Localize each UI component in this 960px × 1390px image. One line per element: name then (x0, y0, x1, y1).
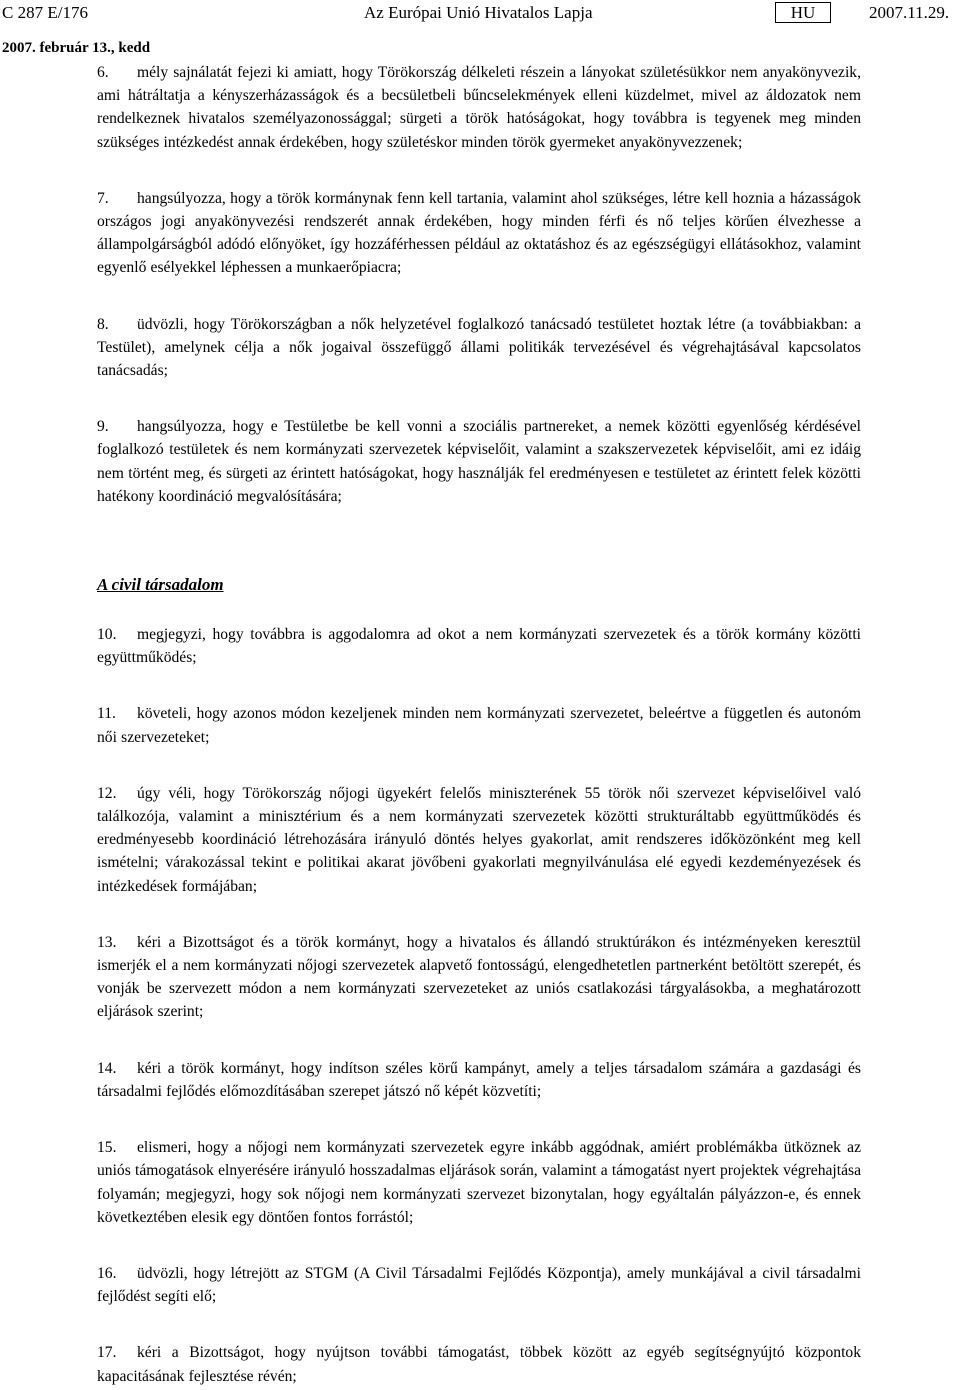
paragraph-11 (97, 702, 861, 748)
paragraph-number: 16. (97, 1264, 117, 1282)
paragraph-number: 15. (97, 1139, 117, 1157)
paragraph-text: kéri a török kormányt, hogy indítson széles körű kampányt, amely a teljes társadalom számára a gazdasági és társadalmi fejlődés előmozdításában szerepet játszó nő képét közvetíti; (97, 1059, 861, 1100)
page-header (0, 0, 960, 24)
paragraph-text: megjegyzi, hogy továbbra is aggodalomra ad okot a nem kormányzati szervezetek és a török kormány közötti együttműködés; (97, 626, 861, 667)
paragraph-number: 10. (97, 626, 117, 644)
paragraph-text: hangsúlyozza, hogy e Testületbe be kell vonni a szociális partnereket, a nemek közötti egyenlőség kérdésével foglalkozó testületek és nem kormányzati szervezetek képviselőit, valamint a szakszervezetek képviselőit, ami ez idáig nem történt meg, és sürgeti az érintett hatóságokat, hogy használják fel eredményesen e testületet az érintett felek közötti hatékony koordináció megvalósítására; (97, 418, 861, 505)
paragraph-8 (97, 313, 861, 383)
paragraph-15 (97, 1136, 861, 1229)
paragraph-12 (97, 782, 861, 898)
page-reference: C 287 E/176 (2, 3, 88, 22)
paragraph-14 (97, 1057, 861, 1103)
paragraph-text: elismeri, hogy a nőjogi nem kormányzati szervezetek egyre inkább aggódnak, amiért problémákba ütköznek az uniós támogatások elnyerésére irányuló hosszadalmas eljárások során, valamint a támogatást nyert projektek végrehajtása folyamán; megjegyzi, hogy sok nőjogi nem kormányzati szervezet bizonytalan, hogy egyáltalán pályázzon-e, és ennek következtében elesik egy döntően fontos forrástól; (97, 1139, 861, 1226)
paragraph-number: 14. (97, 1059, 117, 1077)
paragraph-text: követeli, hogy azonos módon kezeljenek minden nem kormányzati szervezetet, beleértve a független és autonóm női szervezeteket; (97, 705, 861, 746)
paragraph-number: 13. (97, 933, 117, 951)
paragraph-16 (97, 1262, 861, 1308)
paragraph-text: üdvözli, hogy létrejött az STGM (A Civil Társadalmi Fejlődés Központja), amely munkájával a civil társadalmi fejlődést segíti elő; (97, 1264, 861, 1306)
section-heading: A civil társadalom (97, 575, 224, 595)
paragraph-7 (97, 187, 861, 280)
paragraph-text: kéri a Bizottságot, hogy nyújtson további támogatást, többek között az egyéb segítségnyújtó központok kapacitásának fejlesztése révén; (97, 1344, 861, 1385)
paragraph-number: 8. (97, 315, 109, 333)
paragraph-text: úgy véli, hogy Törökország nőjogi ügyekért felelős miniszterének 55 török női szervezet képviselőivel való találkozója, valamint a minisztérium és a nem kormányzati szervezetek közötti strukturáltabb együttműködés és eredményesebb koordináció létrehozására irányuló döntés helyes gyakorlat, amit rendszeres időközönként meg kell ismételni; várakozással tekint e politikai akarat jövőbeni gyakorlati megnyilvánulása elé egyedi kezdeményezések és intézkedések formájában; (97, 784, 861, 895)
document-body (97, 61, 861, 1388)
publication-date: 2007.11.29. (869, 3, 950, 22)
paragraph-number: 12. (97, 784, 117, 802)
paragraph-13 (97, 931, 861, 1024)
session-date: 2007. február 13., kedd (2, 40, 151, 56)
paragraph-text: kéri a Bizottságot és a török kormányt, hogy a hivatalos és állandó struktúrákon és intézményeken keresztül ismerjék el a nem kormányzati nőjogi szervezetek alapvető fontosságú, elengedhetetlen partnerként betöltött szerepét, és vonják be szervezett módon a nem kormányzati szervezeteket az uniós csatlakozási tárgyalásokba, a meghatározott eljárások szerint; (97, 933, 861, 1021)
paragraph-number: 17. (97, 1344, 117, 1362)
paragraph-number: 6. (97, 64, 109, 81)
paragraph-text: hangsúlyozza, hogy a török kormánynak fenn kell tartania, valamint ahol szükséges, létre kell hoznia a házasságok országos jogi anyakönyvezési rendszerét annak érdekében, hogy minden férfi és nő teljes körűen élvezhesse a állampolgárságból adódó előnyöket, így hozzáférhessen például az oktatáshoz és az egészségügyi ellátásokhoz, valamint egyenlő esélyekkel léphessen a munkaerőpiacra; (97, 189, 861, 277)
paragraph-6 (97, 61, 861, 154)
paragraph-text: mély sajnálatát fejezi ki amiatt, hogy Törökország délkeleti részein a lányokat születésükkor nem anyakönyvezik, ami hátráltatja a kényszerházasságok és a becsületbeli bűncselekmények elleni küzdelmet, mivel az áldozatok nem rendelkeznek hivatalos személyazonossággal; sürgeti a török hatóságokat, hogy továbbra is tegyenek meg minden szükséges intézkedést annak érdekében, hogy születéskor minden török gyermeket anyakönyvezzenek; (97, 64, 861, 151)
paragraph-17 (97, 1341, 861, 1387)
paragraph-10 (97, 623, 861, 669)
paragraph-9 (97, 415, 861, 508)
paragraph-number: 11. (97, 705, 116, 723)
paragraph-number: 9. (97, 418, 109, 436)
journal-title: Az Európai Unió Hivatalos Lapja (364, 3, 593, 22)
language-badge: HU (775, 2, 831, 23)
paragraph-text: üdvözli, hogy Törökországban a nők helyzetével foglalkozó tanácsadó testületet hoztak létre (a továbbiakban: a Testület), amelynek célja a nők jogaival összefüggő állami politikák tervezésével és végrehajtásával kapcsolatos tanácsadás; (97, 315, 861, 380)
paragraph-number: 7. (97, 189, 109, 207)
